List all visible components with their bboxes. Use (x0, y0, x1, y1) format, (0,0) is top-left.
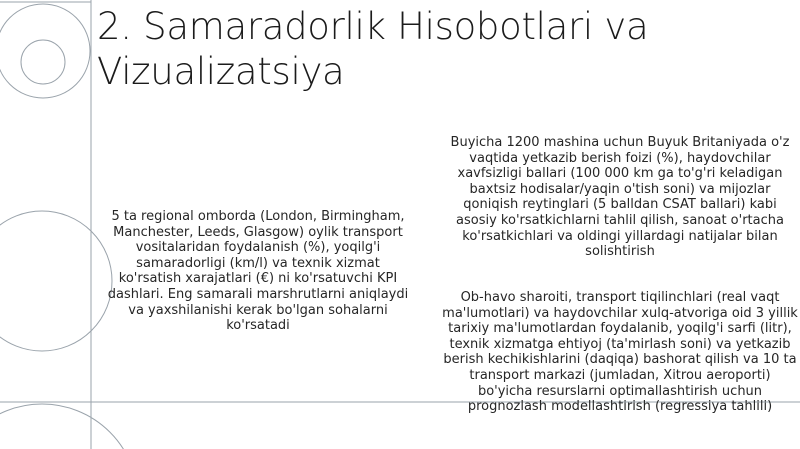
slide-title: 2. Samaradorlik Hisobotlari va Vizualizatsiya (97, 5, 649, 93)
deco-circle-bottom (0, 404, 138, 449)
deco-circle-side (0, 211, 112, 351)
right-text-block-1: Buyicha 1200 mashina uchun Buyuk Britaniyada o'z vaqtida yetkazib berish foizi (%), haydovchilar xavfsizligi ballari (100 000 km ga to'g'ri keladigan baxtsiz hodisalar/yaqin o'tish soni) va mijozlar qoniqish reytinglari (5 balldan CSAT ballari) kabi asosiy ko'rsatkichlarni tahlil qilish, sanoat o'rtacha ko'rsatkichlari va oldingi yillardagi natijalar bilan solishtirish (450, 135, 790, 260)
right-text-block-2: Ob-havo sharoiti, transport tiqilinchlari (real vaqt ma'lumotlari) va haydovchilar xulq-atvoriga oid 3 yillik tarixiy ma'lumotlardan foydalanib, yoqilg'i sarfi (litr), texnik xizmatga ehtiyoj (ta'mirlash soni) va yetkazib berish kechikishlarini (daqiqa) bashorat qilish va 10 ta transport markazi (jumladan, Xitrou aeroporti) bo'yicha resurslarni optimallashtirish uchun prognozlash modellashtirish (regressiya tahlili) (442, 290, 798, 415)
left-text-block: 5 ta regional omborda (London, Birmingham, Manchester, Leeds, Glasgow) oylik transport vositalaridan foydalanish (%), yoqilg'i samaradorligi (km/l) va texnik xizmat ko'rsatish xarajatlari (€) ni ko'rsatuvchi KPI dashlari. Eng samarali marshrutlarni aniqlaydi va yaxshilanishi kerak bo'lgan sohalarni ko'rsatadi (107, 209, 409, 334)
deco-circle-small (21, 40, 65, 84)
